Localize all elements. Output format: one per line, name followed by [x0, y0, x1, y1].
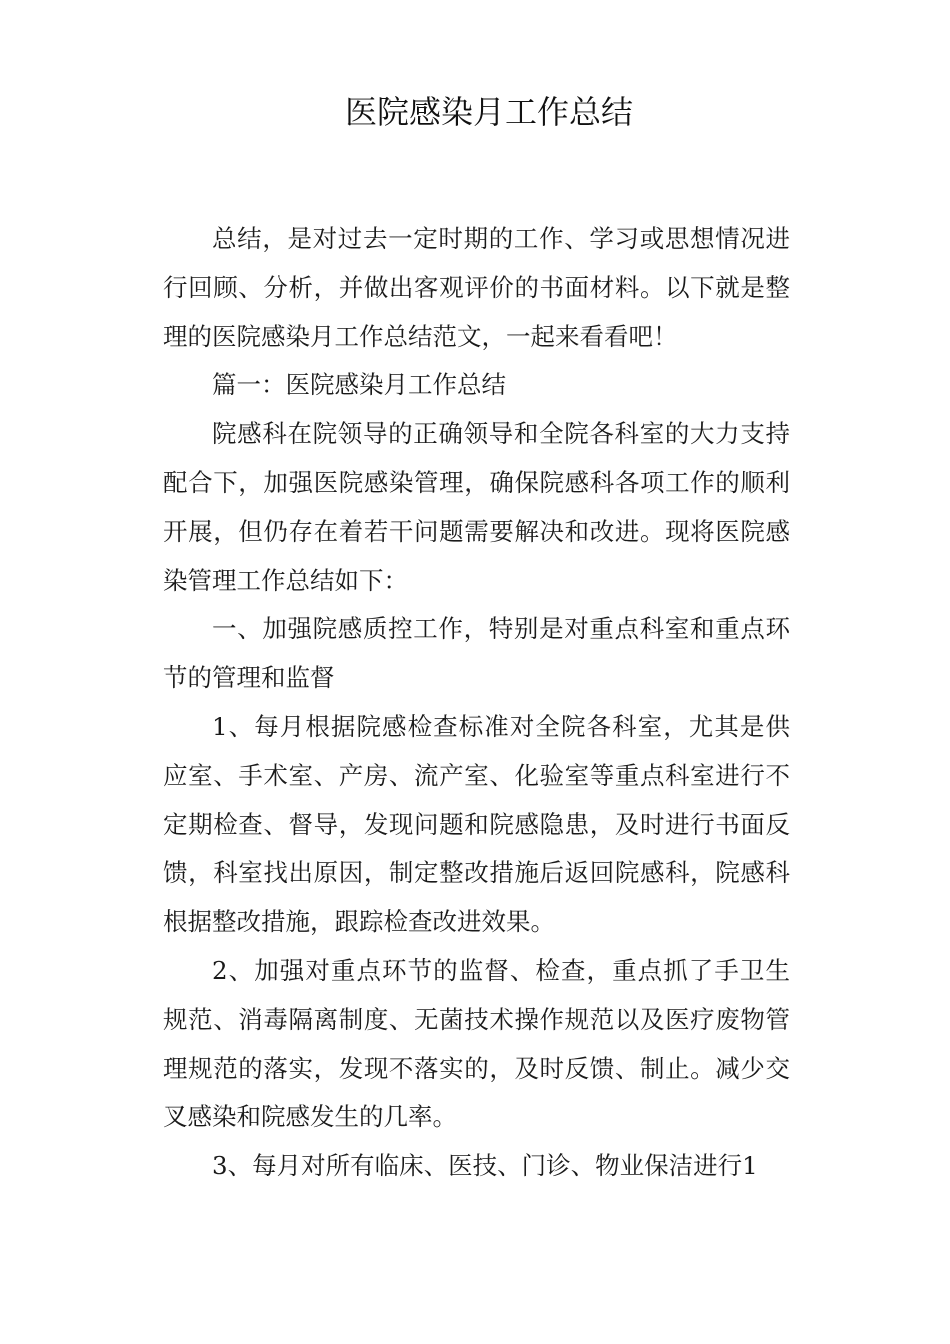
- paragraph-item-3: 3、每月对所有临床、医技、门诊、物业保洁进行1: [212, 1151, 758, 1181]
- document-title: 医院感染月工作总结: [344, 93, 633, 131]
- paragraph-chapter-heading: 篇一：医院感染月工作总结: [212, 370, 506, 400]
- paragraph-item-2: 2、加强对重点环节的监督、检查，重点抓了手卫生规范、消毒隔离制度、无菌技术操作规范以及医疗废物管理规范的落实，发现不落实的，及时反馈、制止。减少交叉感染和院感发生的几率。: [163, 955, 790, 1132]
- document-body: [163, 215, 790, 1191]
- paragraph-overview: 院感科在院领导的正确领导和全院各科室的大力支持配合下，加强医院感染管理，确保院感科各项工作的顺利开展，但仍存在着若干问题需要解决和改进。现将医院感染管理工作总结如下：: [163, 419, 790, 595]
- paragraph-intro: 总结，是对过去一定时期的工作、学习或思想情况进行回顾、分析，并做出客观评价的书面材料。以下就是整理的医院感染月工作总结范文，一起来看看吧！: [163, 224, 790, 351]
- paragraph-item-1: 1、每月根据院感检查标准对全院各科室，尤其是供应室、手术室、产房、流产室、化验室等重点科室进行不定期检查、督导，发现问题和院感隐患，及时进行书面反馈，科室找出原因，制定整改措施后返回院感科，院感科根据整改措施，跟踪检查改进效果。: [163, 711, 790, 937]
- paragraph-section-one-heading: 一、加强院感质控工作，特别是对重点科室和重点环节的管理和监督: [163, 614, 790, 693]
